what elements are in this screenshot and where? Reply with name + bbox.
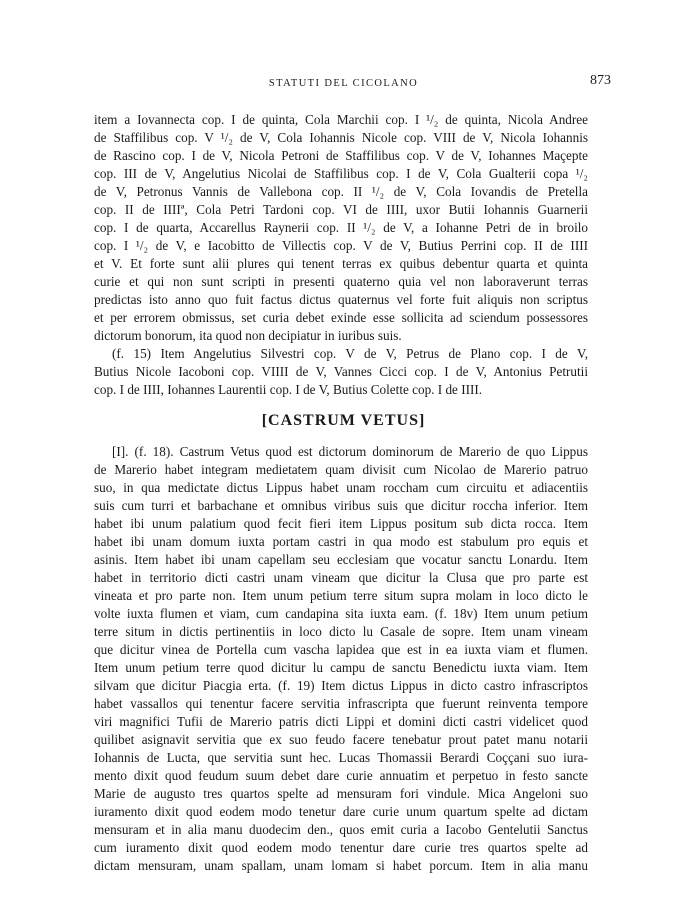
page-number: 873 [590, 73, 611, 88]
text-line: dictam mensuram, unam spallam, unam lomam si habet porcum. Item in alia manu [94, 858, 588, 873]
text-line: de V, Petronus Vannis de Vallebona cop. II ¹/₂ de V, Cola Iovandis de Pretella [94, 184, 588, 199]
text-line: de Marerio habet integram medietatem quam divisit cum Nicolao de Marerio patruo [94, 462, 588, 477]
text-line: curie et qui non sunt scripti in presenti quaterno quia vel non laboraverunt terras [94, 274, 588, 289]
running-title: STATUTI DEL CICOLANO [268, 78, 419, 89]
text-line: silvam que dicitur Piacgia erta. (f. 19) Item dictus Lippus in dicto castro infrascriptos [94, 678, 588, 693]
text-line: cop. I de quarta, Accarellus Raynerii cop. II ¹/₂ de V, a Iohanne Petri de in broilo [94, 220, 588, 235]
text-line: suis cum turri et barbachane et omnibus viribus suis que dicitur roccha inferior. Item [94, 498, 588, 513]
text-line: cop. I de IIII, Iohannes Laurentii cop. I de V, Butius Colette cop. I de IIII. [94, 382, 483, 397]
text-line: volte iuxta flumen et viam, cum candapina sita iuxta eam. (f. 18v) Item unum petium [94, 606, 588, 621]
text-line: viri magnifici Tufii de Marerio patris dicti Lippi et domini dicti castri videlicet quod [94, 714, 588, 729]
text-line: cop. I ¹/₂ de V, e Iacobitto de Villectis cop. V de V, Butius Perrini cop. II de IIII [94, 238, 588, 253]
text-line: item a Iovannecta cop. I de quinta, Cola Marchii cop. I ¹/₂ de quinta, Nicola Andree [94, 112, 588, 127]
text-line: habet ibi unum palatium quod fecit fieri item Lippus positum sub dicta rocca. Item [94, 516, 588, 531]
text-line: vineata et pro parte non. Item unum petium terre situm supra molam in loco dicto le [94, 588, 588, 603]
text-line: quilibet asignavit servitia que ex suo feudo facere tenebatur prout patet manu notarii [94, 732, 588, 747]
text-line: predictas isto anno quo fuit factus dictus quaternus vel forte fuit aliquis non scriptus [94, 292, 588, 307]
text-line: cop. III de V, Angelutius Nicolai de Staffilibus cop. I de V, Cola Gualterii copa ¹/₂ [94, 166, 588, 181]
text-line: de Rascino cop. I de V, Nicola Petroni de Staffilibus cop. V de V, Iohannes Maçepte [94, 148, 588, 163]
section-heading: [CASTRUM VETUS] [261, 412, 426, 429]
text-line: Iohannis de Lucta, que servitia sunt hec. Lucas Thomassii Berardi Coççani suo iura- [94, 750, 588, 765]
text-line: terre situm in dictis pertinentiis in loco dicto lu Casale de sopre. Item unam vineam [94, 624, 588, 639]
text-line: Item unum petium terre quod dicitur lu campu de sanctu Benedictu iuxta viam. Item [94, 660, 588, 675]
text-line: Butius Nicole Iacoboni cop. VIIII de V, Vannes Cicci cop. I de V, Antonius Petrutii [94, 364, 588, 379]
text-line: [I]. (f. 18). Castrum Vetus quod est dictorum dominorum de Marerio de quo Lippus [112, 444, 588, 459]
text-line: que dicitur vinea de Portella cum vascha lapidea que est in ea iuxta viam et flumen. [94, 642, 588, 657]
text-line: asinis. Item habet ibi unam capellam seu ecclesiam que vocatur sanctu Lonardu. Item [94, 552, 588, 567]
text-line: habet vassallos qui tenentur facere servitia infrascripta que fuerunt reinventa tempore [94, 696, 588, 711]
text-line: dictorum bonorum, ita quod non decipiatur in iuribus suis. [94, 328, 402, 343]
text-line: de Staffilibus cop. V ¹/₂ de V, Cola Iohannis Nicole cop. VIII de V, Nicola Iohannis [94, 130, 588, 145]
text-line: habet in territorio dicti castri unam vineam que dicitur la Clusa que pro parte est [94, 570, 588, 585]
text-line: habet ibi unam domum iuxta portam castri in qua modo est stabulum pro equis et [94, 534, 588, 549]
text-line: (f. 15) Item Angelutius Silvestri cop. V de V, Petrus de Plano cop. I de V, [112, 346, 588, 361]
text-line: Marie de augusto tres quartos spelte ad mensuram fori vindule. Mica Angeloni suo [94, 786, 588, 801]
text-line: iuramento dixit quod eodem modo tenetur dare curie unum quartum spelte ad dictam [94, 804, 588, 819]
text-line: suo, in qua medictate dictus Lippus habet unam roccham cum circuitu et adiacentiis [94, 480, 588, 495]
text-line: cop. II de IIIIª, Cola Petri Tardoni cop. VI de IIII, uxor Butii Iohannis Guarnerii [94, 202, 588, 217]
text-line: mento dixit quod feudum suum debet dare curie annuatim et perpetuo in festo sancte [94, 768, 588, 783]
text-line: mensuram et in alia manu duodecim den., quos emit curia a Iacobo Gentelutii Sanctus [94, 822, 588, 837]
text-line: et per errorem obmissus, set curia debet exinde esse sollicita ad sciendum possessores [94, 310, 588, 325]
text-line: et V. Et forte sunt alii plures qui tenent terras ex quibus debentur quarta et quinta [94, 256, 588, 271]
text-line: cum iuramento dixit quod eodem modo tenentur dare curie tres quartos spelte ad [94, 840, 588, 855]
